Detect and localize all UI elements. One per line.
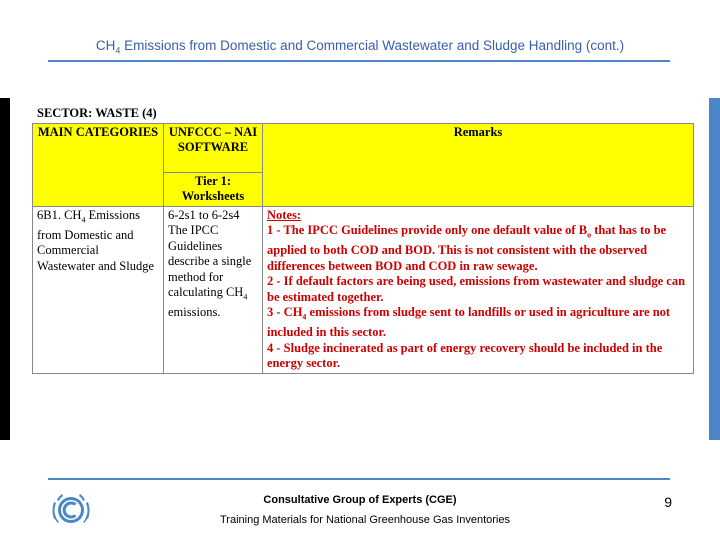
header-remarks: Remarks xyxy=(263,123,694,206)
footer-organization: Consultative Group of Experts (CGE) xyxy=(263,494,457,506)
worksheet-table-image xyxy=(32,104,694,374)
note-3: $3 - CH_4$ emissions from sludge sent to landfills or used in agriculture are not included in this sector. xyxy=(267,305,671,339)
left-accent-bar xyxy=(0,98,10,440)
title-divider xyxy=(48,60,670,62)
unfccc-logo-icon xyxy=(48,489,94,531)
right-accent-bar xyxy=(709,98,720,440)
table-header-row xyxy=(33,123,694,172)
page-number: 9 xyxy=(664,494,672,510)
footer-subtitle: Training Materials for National Greenhouse Gas Inventories xyxy=(219,514,510,526)
slide-title: $CH_4$ Emissions from Domestic and Commercial Wastewater and Sludge Handling (cont.) xyxy=(95,38,625,56)
notes-title: Notes: xyxy=(267,207,302,222)
sector-label: SECTOR: WASTE (4) xyxy=(37,106,157,120)
note-1: 1 - The IPCC Guidelines provide only one default value of $B_o$ that has to be applied to both COD and BOD. This is not consistent with the observed differences between BOD and COD in raw sewage. xyxy=(267,223,667,273)
header-unfccc-software: UNFCCC – NAI SOFTWARE xyxy=(164,123,263,172)
cell-remarks xyxy=(263,206,694,373)
note-2: 2 - If default factors are being used, emissions from wastewater and sludge can be estimated together. xyxy=(267,274,686,304)
header-tier1-worksheets: Tier 1: Worksheets xyxy=(164,172,263,206)
note-4: 4 - Sludge incinerated as part of energy recovery should be included in the energy sector. xyxy=(267,340,663,370)
remarks-table xyxy=(32,123,694,374)
footer-divider xyxy=(48,478,670,480)
header-main-categories: MAIN CATEGORIES xyxy=(33,123,164,206)
cell-category: 6B1. $CH_4$ Emissions from Domestic and Commercial Wastewater and Sludge xyxy=(33,206,164,373)
table-row xyxy=(33,206,694,373)
cell-software: 6-2s1 to 6-2s4 The IPCC Guidelines describe a single method for calculating $CH_4$ emissions. xyxy=(164,206,263,373)
